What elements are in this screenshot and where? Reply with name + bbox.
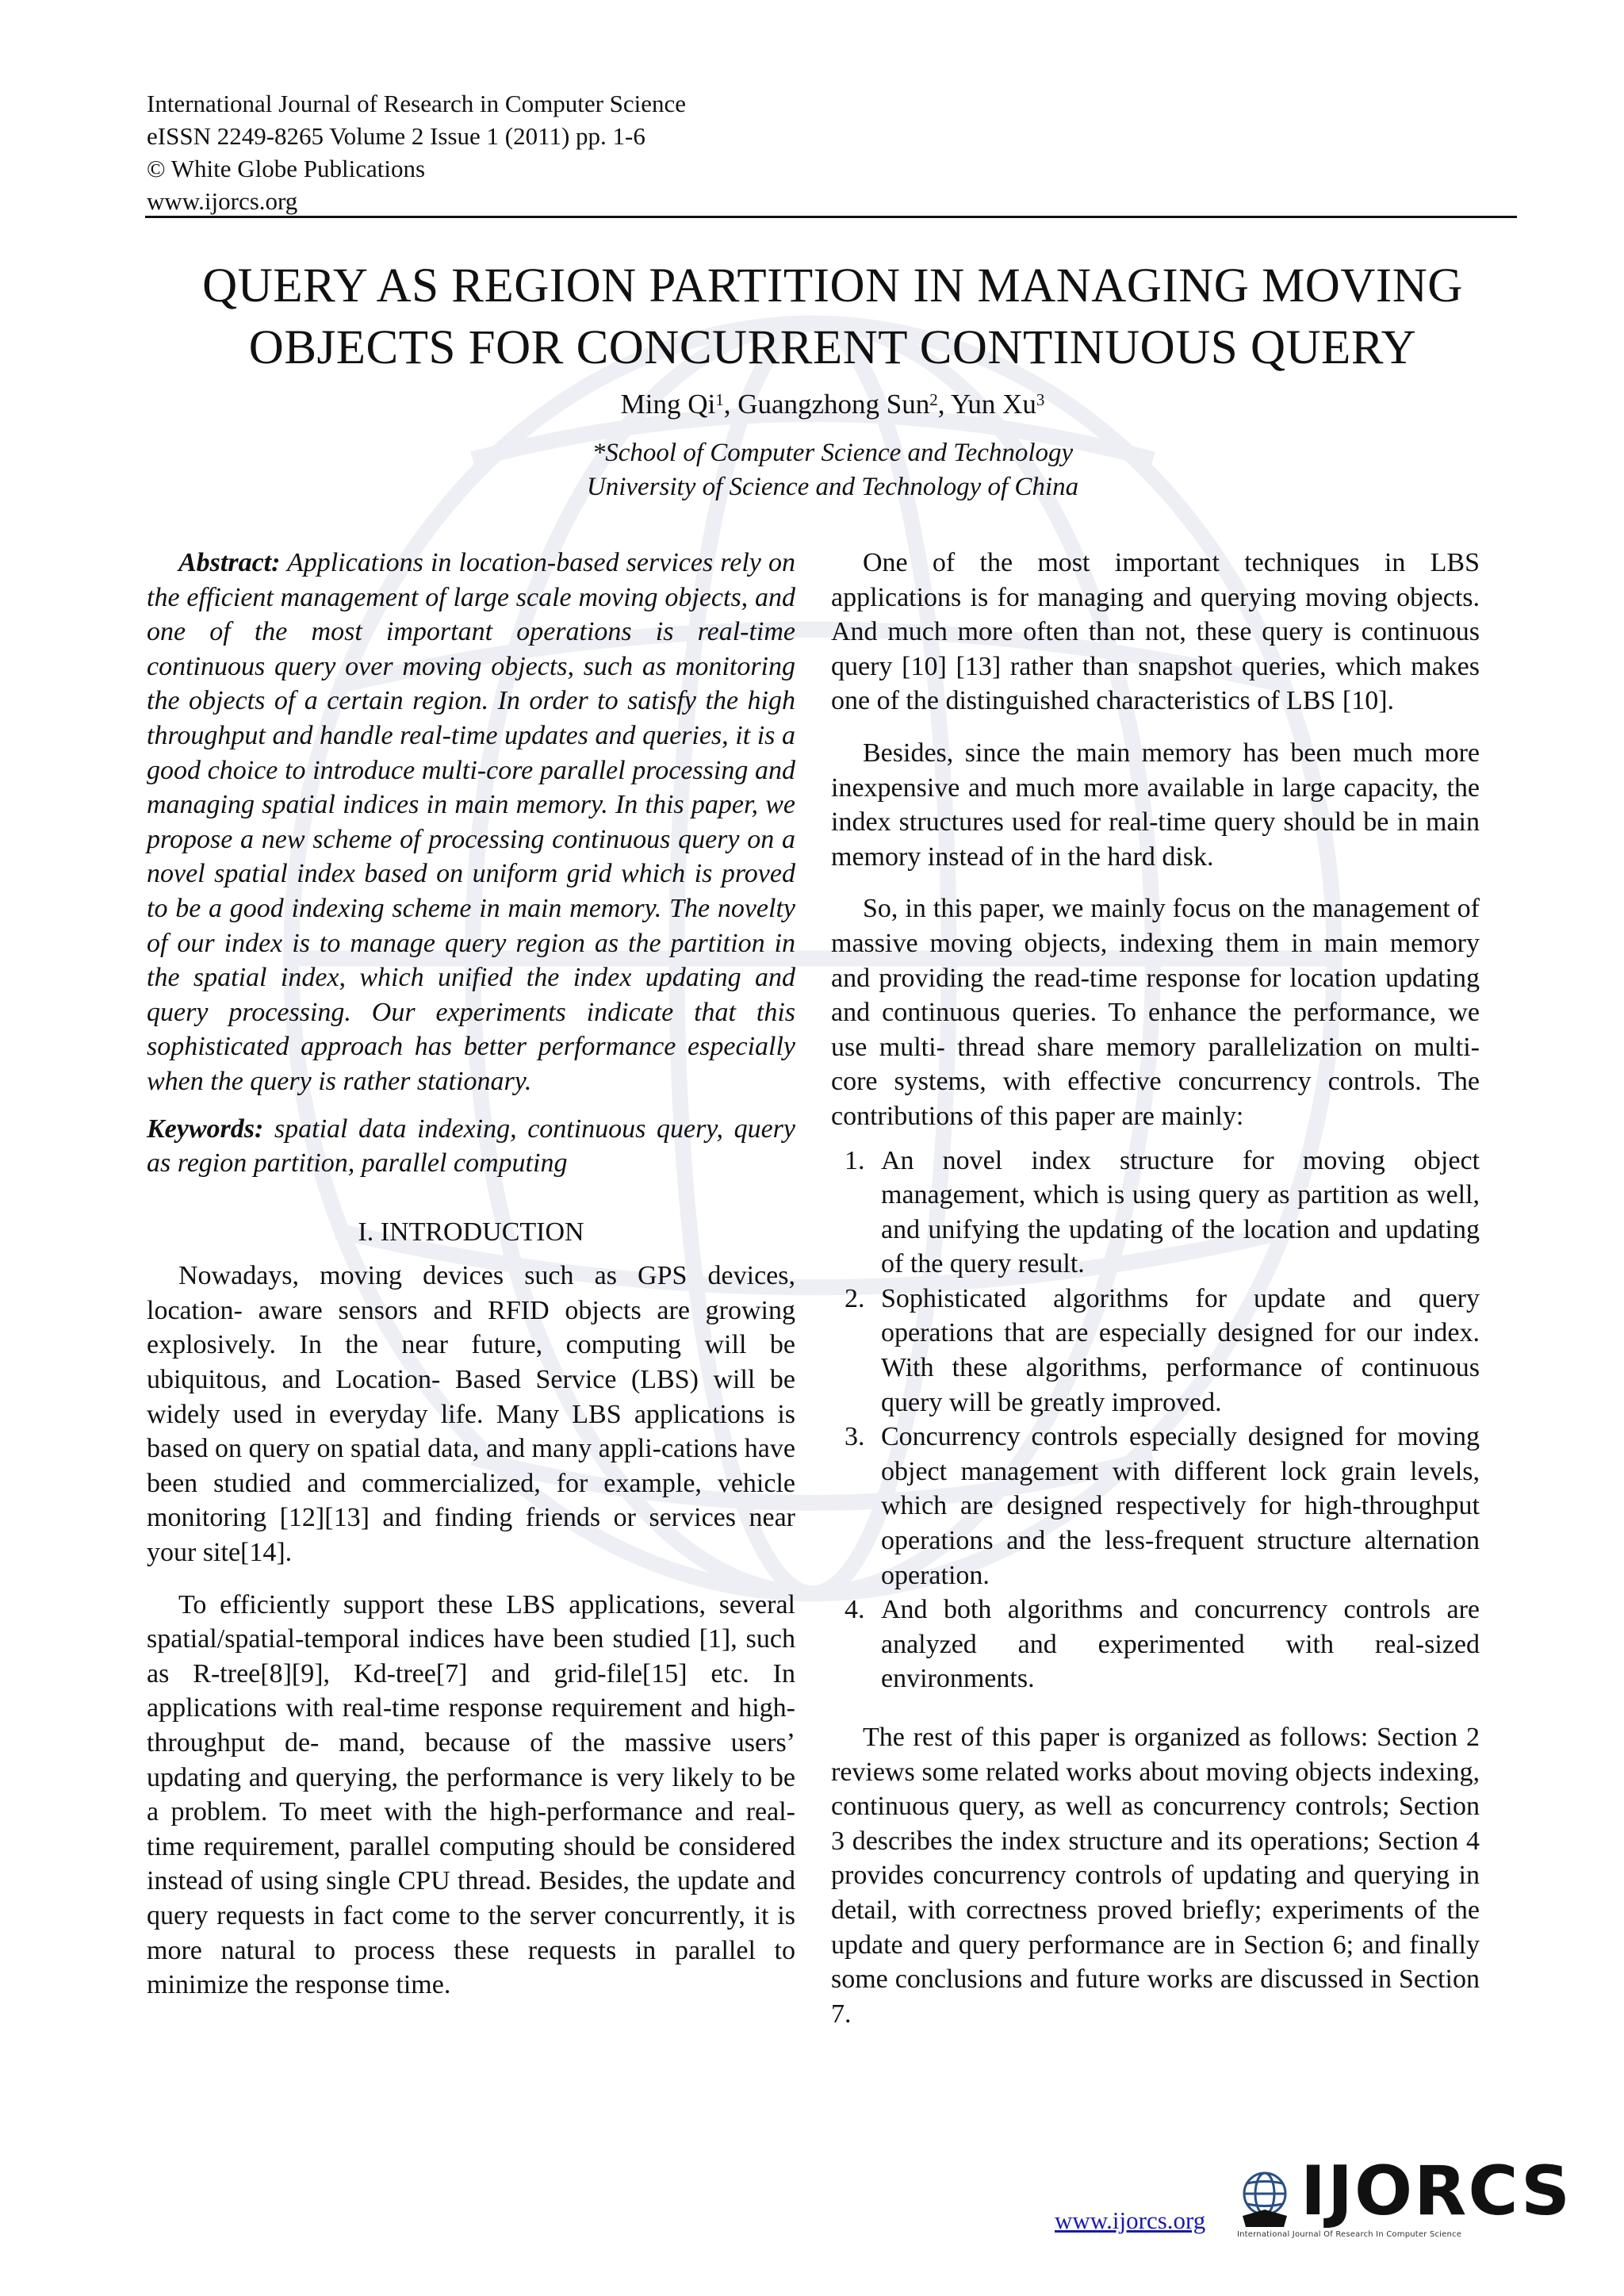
author-name: Ming Qi (620, 389, 716, 420)
intro-paragraph-2: To efficiently support these LBS applications, several spatial/spatial-temporal indices have been studied [1], such as R-tree[8][9], Kd-tree[7] and grid-file[15] etc. In applications with real-time response requirement and high-throughput de- mand, because of the massive users’ updating and querying, the performance is very likely to be a problem. To meet with the high-performance and real-time requirement, parallel computing should be considered instead of using single CPU thread. Besides, the update and query requests in fact come to the server concurrently, it is more natural to process these requests in parallel to minimize the response time. (147, 1589, 795, 2000)
affiliation-school: *School of Computer Science and Technology (592, 439, 1074, 467)
affiliation-university: University of Science and Technology of China (586, 473, 1079, 501)
author-separator: , (723, 389, 738, 420)
author-list (127, 387, 1538, 422)
list-number: 2. (845, 1283, 865, 1313)
author-name: Yun Xu (950, 389, 1036, 420)
list-text: And both algorithms and concurrency controls are analyzed and experimented with real-sized environments. (881, 1595, 1480, 1694)
right-paragraph-3: So, in this paper, we mainly focus on the management of massive moving objects, indexing them in main memory and providing the read-time response for location updating and continuous queries. To enhance the performance, we use multi- thread share memory parallelization on multi-core systems, with effective concurrency controls. The contributions of this paper are mainly: (831, 894, 1480, 1131)
keywords-text: spatial data indexing, continuous query, query as region partition, parallel computing (147, 1114, 796, 1179)
abstract-text: Applications in location-based services rely on the efficient management of large scale moving objects, and one of the most important operations is real-time continuous query over moving objects, such as monitoring the objects of a certain region. In order to satisfy the high throughput and handle real-time updates and queries, it is a good choice to introduce multi-core parallel processing and managing spatial indices in main memory. In this paper, we propose a new scheme of processing continuous query on a novel spatial index based on uniform grid which is proved to be a good indexing scheme in main memory. The novelty of our index is to manage query region as the partition in the spatial index, which unified the index updating and query processing. Our experiments indicate that this sophisticated approach has better performance especially when the query is rather stationary. (147, 548, 795, 1096)
logo-wordmark: IJORCS (1300, 2152, 1572, 2231)
journal-publisher: © White Globe Publications (147, 155, 426, 182)
author-separator: , (937, 389, 951, 420)
right-paragraph-1: One of the most important techniques in LBS applications is for managing and querying moving objects. And much more often than not, these query is continuous query [10] [13] rather than snapshot queries, which makes one of the distinguished characteristics of LBS [10]. (831, 548, 1480, 716)
footer-website-link[interactable]: www.ijorcs.org (1055, 2206, 1206, 2234)
paper-title-line-2: OBJECTS FOR CONCURRENT CONTINUOUS QUERY (248, 321, 1417, 374)
list-text: Sophisticated algorithms for update and query operations that are especially designed for our index. With these algorithms, performance of continuous query will be greatly improved. (881, 1283, 1480, 1417)
list-text: Concurrency controls especially designed for moving object management with different lock grain levels, which are designed respectively for high-throughput operations and the less-frequent structure alternation operation. (881, 1422, 1480, 1590)
list-item (831, 1144, 1480, 1282)
keywords-label: Keywords: (147, 1114, 264, 1144)
journal-header (147, 87, 686, 217)
abstract (147, 546, 795, 1099)
list-item (831, 1282, 1480, 1420)
journal-issn: eISSN 2249-8265 Volume 2 Issue 1 (2011) pp. 1-6 (147, 122, 645, 150)
intro-paragraph-1: Nowadays, moving devices such as GPS devices, location- aware sensors and RFID objects are growing explosively. In the near future, computing will be ubiquitous, and Location- Based Service (LBS) will be widely used in everyday life. Many LBS applications is based on query on spatial data, and many appli-cations have been studied and commercialized, for example, vehicle monitoring [12][13] and finding friends or services near your site[14]. (147, 1261, 795, 1568)
contributions-list (831, 1144, 1480, 1697)
author-affil-mark: 3 (1036, 390, 1045, 409)
left-column (147, 546, 795, 2003)
list-item (831, 1420, 1480, 1593)
list-number: 3. (845, 1422, 865, 1452)
section-heading-introduction: I. INTRODUCTION (358, 1217, 584, 1247)
list-text: An novel index structure for moving object management, which is using query as partition as well, and unifying the updating of the location and updating of the query result. (881, 1145, 1480, 1279)
right-paragraph-2: Besides, since the main memory has been much more inexpensive and much more available in large capacity, the index structures used for real-time query should be in main memory instead of in the hard disk. (831, 738, 1480, 872)
paper-title-line-1: QUERY AS REGION PARTITION IN MANAGING MOVING (202, 259, 1463, 312)
list-number: 1. (845, 1145, 865, 1175)
abstract-label: Abstract: (178, 548, 281, 577)
journal-website: www.ijorcs.org (147, 187, 298, 215)
author-affil-mark: 2 (929, 390, 938, 409)
journal-name: International Journal of Research in Computer Science (147, 90, 687, 117)
right-paragraph-4: The rest of this paper is organized as follows: Section 2 reviews some related works about moving objects indexing, continuous query, as well as concurrency controls; Section 3 describes the index structure and its operations; Section 4 provides concurrency controls of updating and querying in detail, with correctness proved briefly; experiments of the update and query performance are in Section 6; and finally some conclusions and future works are discussed in Section 7. (831, 1723, 1480, 2029)
right-column (831, 546, 1480, 2031)
logo-tagline: International Journal Of Research In Computer Science (1237, 2230, 1462, 2239)
author-name: Guangzhong Sun (737, 389, 930, 420)
header-divider (145, 216, 1517, 218)
list-number: 4. (845, 1595, 865, 1625)
list-item (831, 1593, 1480, 1696)
keywords (147, 1112, 795, 1181)
author-affil-mark: 1 (715, 390, 724, 409)
